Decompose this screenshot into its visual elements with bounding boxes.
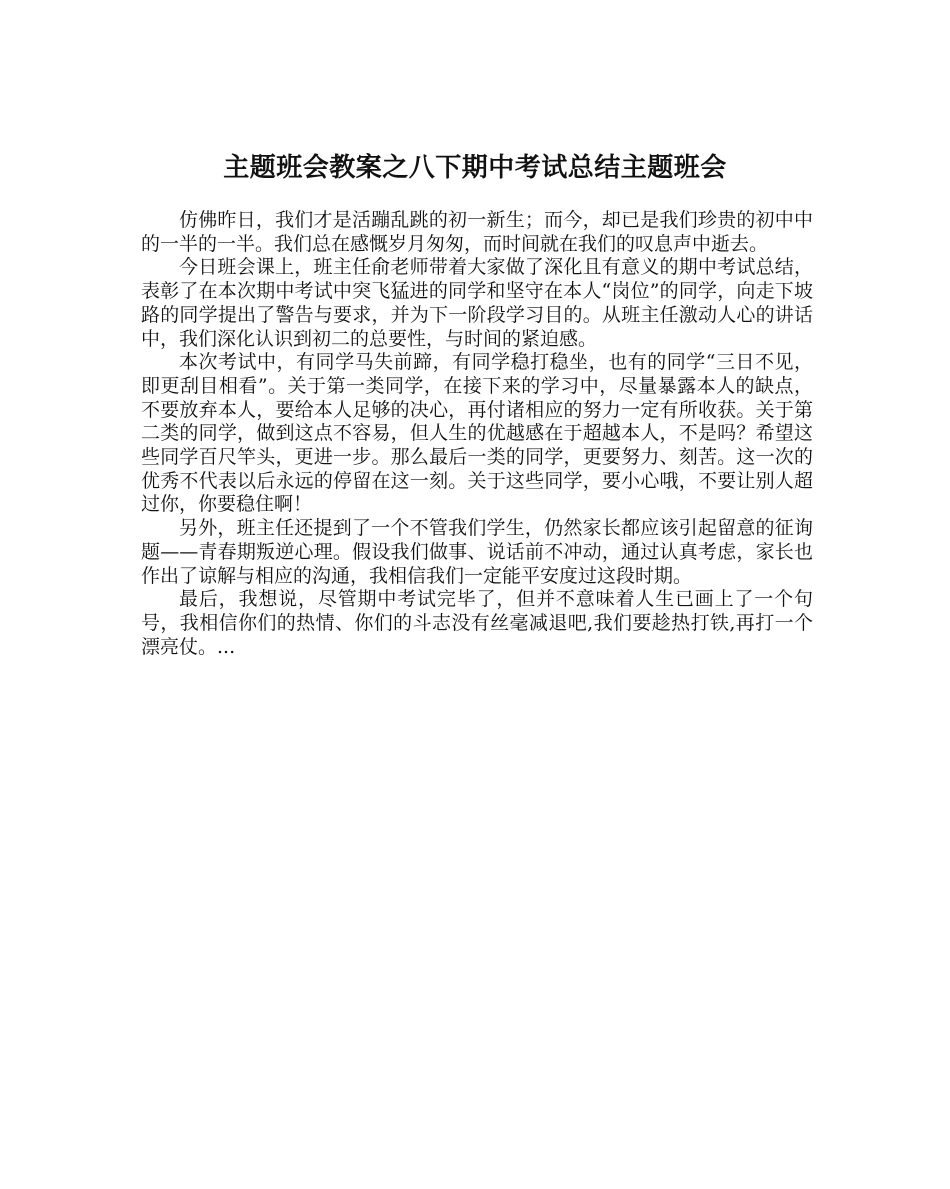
paragraph-1: 仿佛昨日，我们才是活蹦乱跳的初一新生；而今，却已是我们珍贵的初中中的一半的一半。我们总在感慨岁月匆匆，而时间就在我们的叹息声中逝去。 <box>141 209 813 255</box>
document-body <box>141 209 813 659</box>
paragraph-5: 最后，我想说，尽管期中考试完毕了，但并不意味着人生已画上了一个句号，我相信你们的热情、你们的斗志没有丝毫减退吧,我们要趁热打铁,再打一个漂亮仗。... <box>141 588 813 658</box>
paragraph-3: 本次考试中，有同学马失前蹄，有同学稳打稳坐，也有的同学“三日不见，即更刮目相看”。关于第一类同学，在接下来的学习中，尽量暴露本人的缺点，不要放弃本人，要给本人足够的决心，再付诸相应的努力一定有所收获。关于第二类的同学，做到这点不容易，但人生的优越感在于超越本人，不是吗？希望这些同学百尺竿头，更进一步。那么最后一类的同学，更要努力、刻苦。这一次的优秀不代表以后永远的停留在这一刻。关于这些同学，要小心哦，不要让别人超过你，你要稳住啊！ <box>141 351 813 516</box>
paragraph-2: 今日班会课上，班主任俞老师带着大家做了深化且有意义的期中考试总结，表彰了在本次期中考试中突飞猛进的同学和坚守在本人“岗位”的同学，向走下坡路的同学提出了警告与要求，并为下一阶段学习目的。从班主任激动人心的讲话中，我们深化认识到初二的总要性，与时间的紧迫感。 <box>141 256 813 350</box>
document-title: 主题班会教案之八下期中考试总结主题班会 <box>223 153 727 184</box>
paragraph-4: 另外，班主任还提到了一个不管我们学生，仍然家长都应该引起留意的征询题——青春期叛逆心理。假设我们做事、说话前不冲动，通过认真考虑，家长也作出了谅解与相应的沟通，我相信我们一定能平安度过这段时期。 <box>141 517 813 587</box>
